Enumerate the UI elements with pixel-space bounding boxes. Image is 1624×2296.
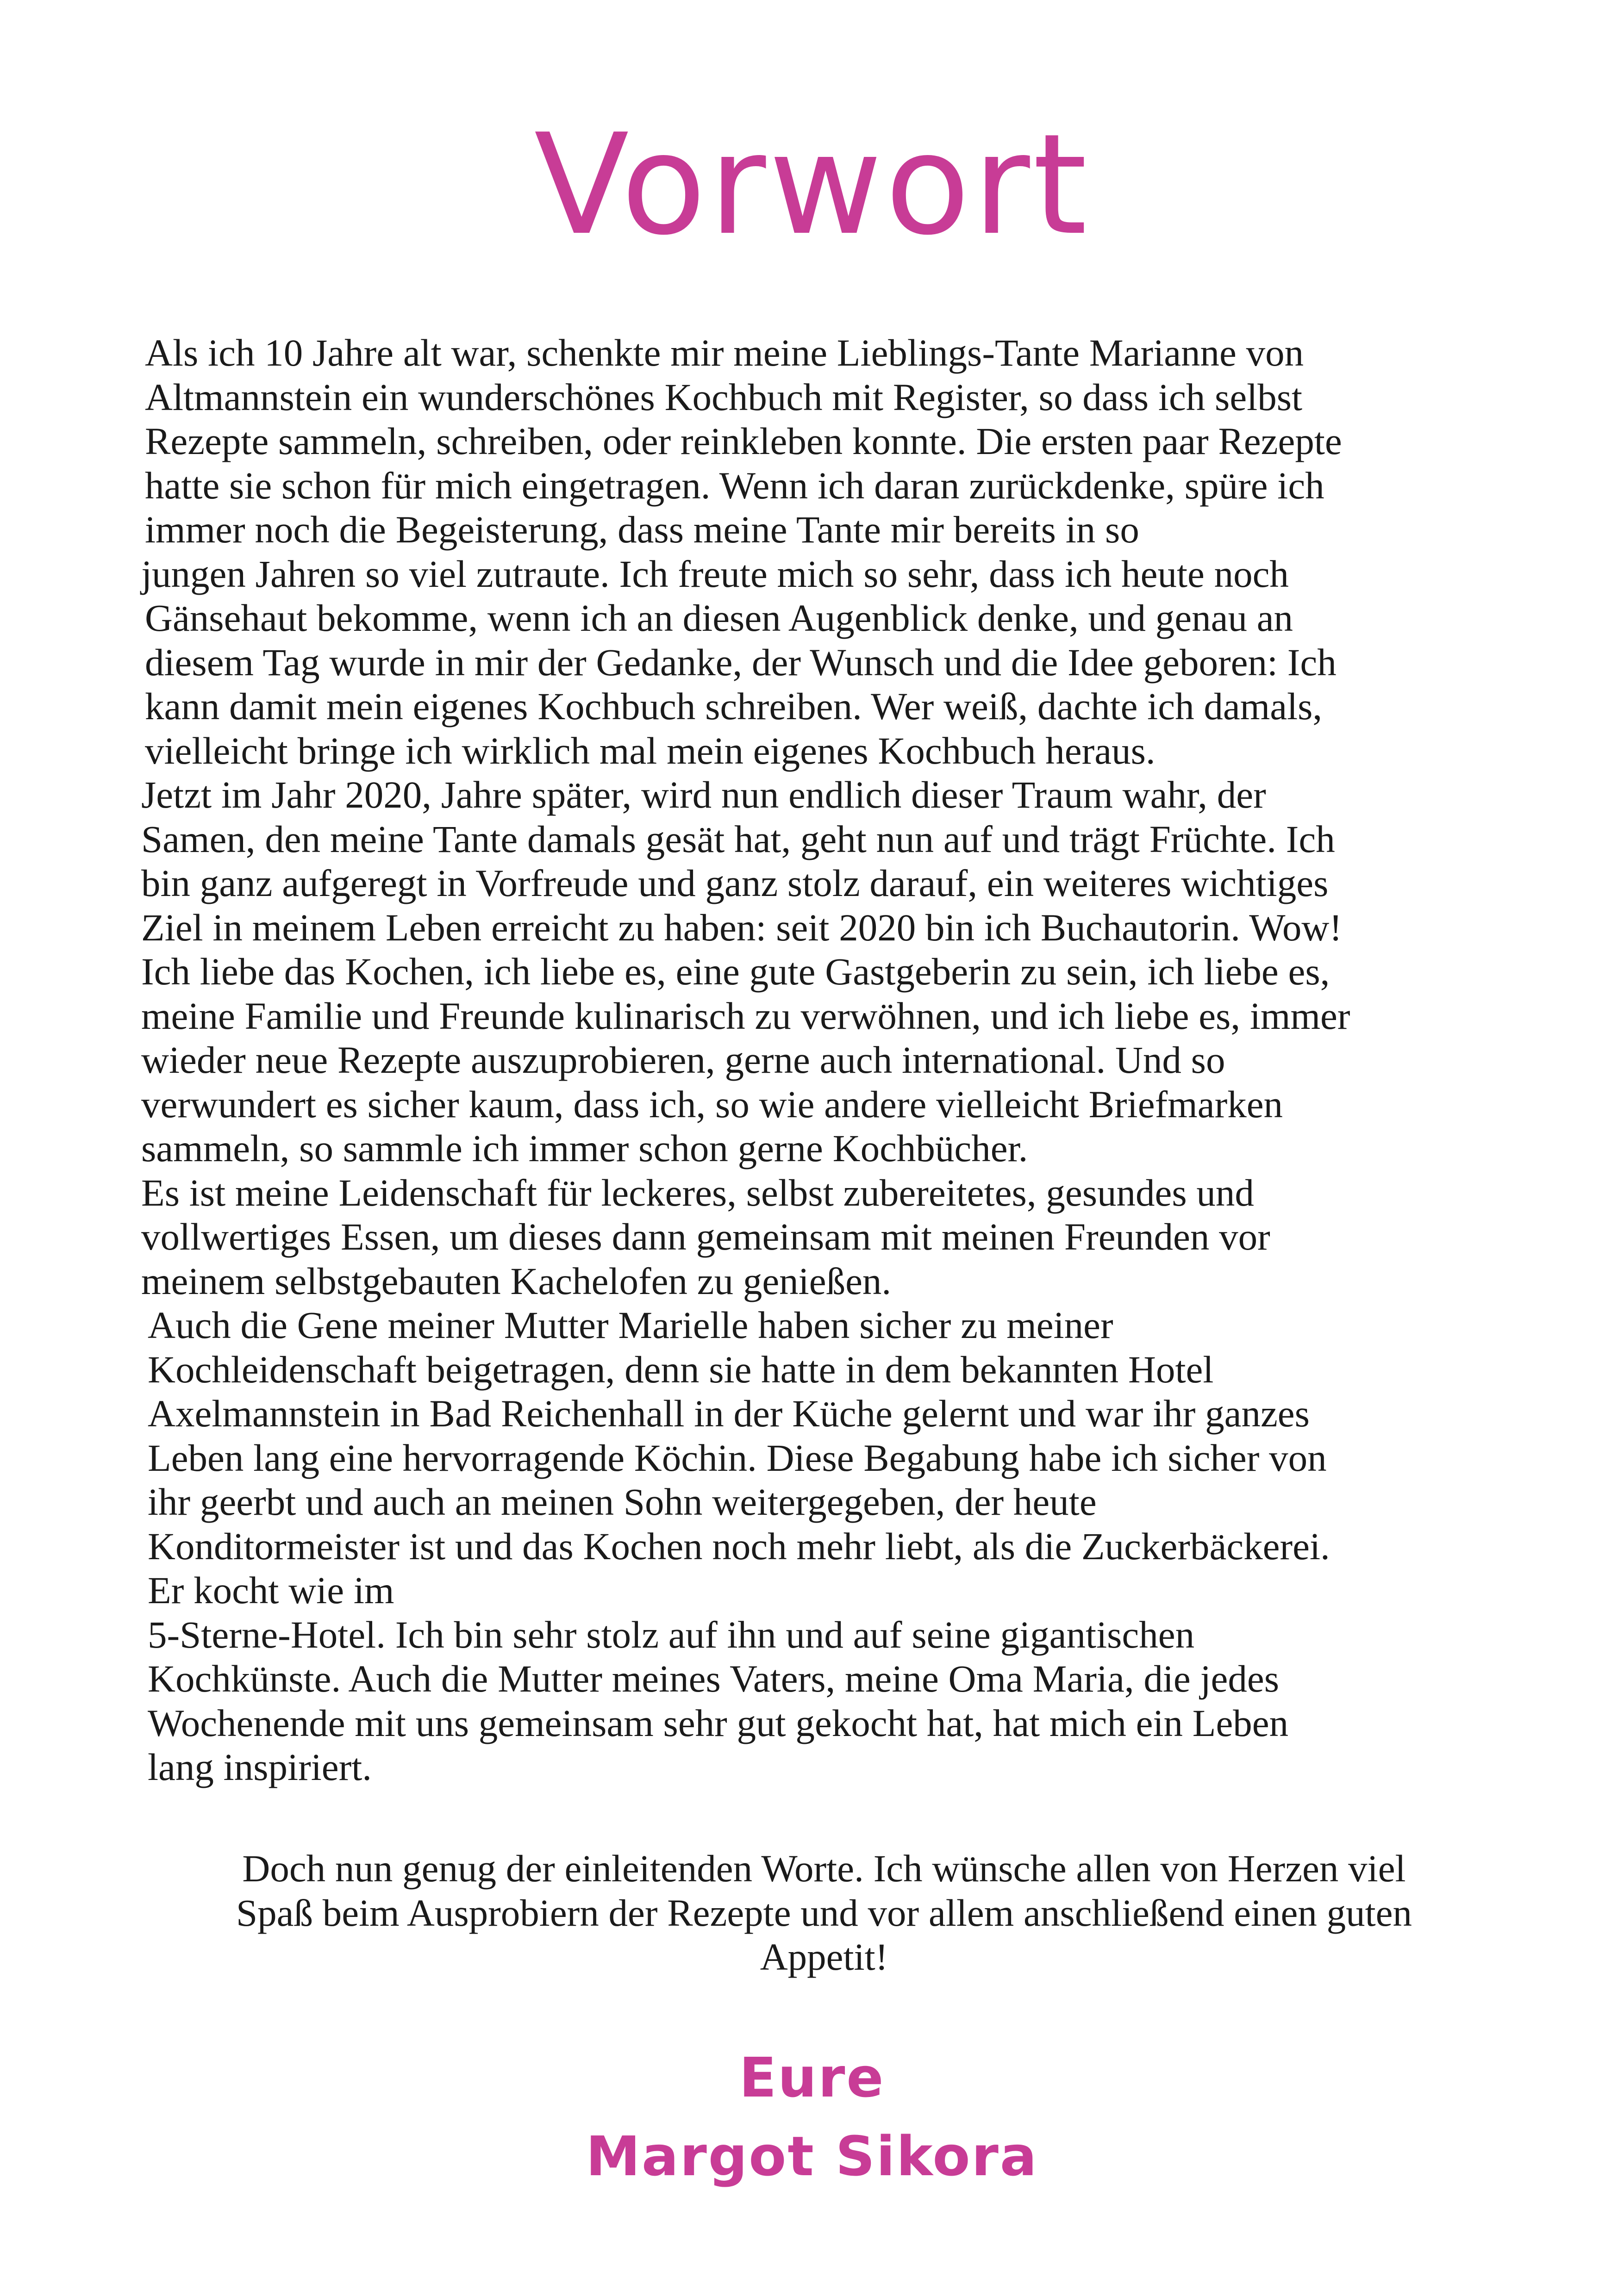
body-line: Leben lang eine hervorragende Köchin. Diese Begabung habe ich sicher von [148,1436,1327,1479]
body-line: Wochenende mit uns gemeinsam sehr gut gekocht hat, hat mich ein Leben [148,1701,1289,1744]
body-line: 5-Sterne-Hotel. Ich bin sehr stolz auf ihn und auf seine gigantischen [148,1613,1195,1656]
body-line: wieder neue Rezepte auszuprobieren, gerne auch international. Und so [141,1039,1225,1081]
body-line: Es ist meine Leidenschaft für leckeres, selbst zubereitetes, gesundes und [141,1171,1254,1214]
body-line: lang inspiriert. [148,1746,372,1788]
body-line: Kochleidenschaft beigetragen, denn sie hatte in dem bekannten Hotel [148,1348,1214,1391]
foreword-body [141,331,1512,1790]
body-line: Kochkünste. Auch die Mutter meines Vaters, meine Oma Maria, die jedes [148,1657,1280,1700]
body-line: Gänsehaut bekomme, wenn ich an diesen Augenblick denke, und genau an [145,597,1293,639]
body-line: Axelmannstein in Bad Reichenhall in der Küche gelernt und war ihr ganzes [148,1392,1310,1435]
body-line: Als ich 10 Jahre alt war, schenkte mir meine Lieblings-Tante Marianne von [145,331,1304,374]
body-line: meinem selbstgebauten Kachelofen zu genießen. [141,1259,892,1302]
body-line: verwundert es sicher kaum, dass ich, so wie andere vielleicht Briefmarken [141,1083,1283,1126]
body-line: immer noch die Begeisterung, dass meine Tante mir bereits in so [145,508,1139,551]
body-line: vielleicht bringe ich wirklich mal mein eigenes Kochbuch heraus. [145,729,1156,772]
body-line: sammeln, so sammle ich immer schon gerne Kochbücher. [141,1127,1028,1170]
body-line: Jetzt im Jahr 2020, Jahre später, wird nun endlich dieser Traum wahr, der [141,773,1266,816]
body-line: Konditormeister ist und das Kochen noch mehr liebt, als die Zuckerbäckerei. [148,1524,1330,1568]
body-line: Auch die Gene meiner Mutter Marielle haben sicher zu meiner [148,1304,1113,1346]
closing-line: Appetit! [760,1935,888,1978]
body-line: meine Familie und Freunde kulinarisch zu verwöhnen, und ich liebe es, immer [141,994,1350,1037]
body-line: Rezepte sammeln, schreiben, oder reinkleben konnte. Die ersten paar Rezepte [145,420,1342,462]
body-line: jungen Jahren so viel zutraute. Ich freute mich so sehr, dass ich heute noch [141,552,1289,595]
body-line: Ziel in meinem Leben erreicht zu haben: seit 2020 bin ich Buchautorin. Wow! [141,906,1342,949]
body-line: Ich liebe das Kochen, ich liebe es, eine gute Gastgeberin zu sein, ich liebe es, [141,950,1330,993]
body-line: kann damit mein eigenes Kochbuch schreiben. Wer weiß, dachte ich damals, [145,685,1323,728]
body-line: Altmannstein ein wunderschönes Kochbuch mit Register, so dass ich selbst [145,375,1303,418]
closing-paragraph [139,1847,1509,1979]
closing-line: Doch nun genug der einleitenden Worte. Ich wünsche allen von Herzen viel [242,1847,1406,1890]
body-line: Er kocht wie im [148,1569,394,1612]
body-line: bin ganz aufgeregt in Vorfreude und ganz stolz darauf, ein weiteres wichtiges [141,862,1329,904]
signature-name: Margot Sikora [586,2124,1038,2188]
body-line: ihr geerbt und auch an meinen Sohn weitergegeben, der heute [148,1481,1097,1523]
body-line: diesem Tag wurde in mir der Gedanke, der Wunsch und die Idee geboren: Ich [145,641,1337,684]
body-line: vollwertiges Essen, um dieses dann gemeinsam mit meinen Freunden vor [141,1215,1270,1258]
body-line: hatte sie schon für mich eingetragen. Wenn ich daran zurückdenke, spüre ich [145,464,1324,507]
closing-line: Spaß beim Ausprobiern der Rezepte und vor allem anschließend einen guten [236,1891,1412,1934]
signature-greeting: Eure [739,2046,885,2109]
page-title: Vorwort [534,104,1090,266]
body-line: Samen, den meine Tante damals gesät hat, geht nun auf und trägt Früchte. Ich [141,817,1335,860]
